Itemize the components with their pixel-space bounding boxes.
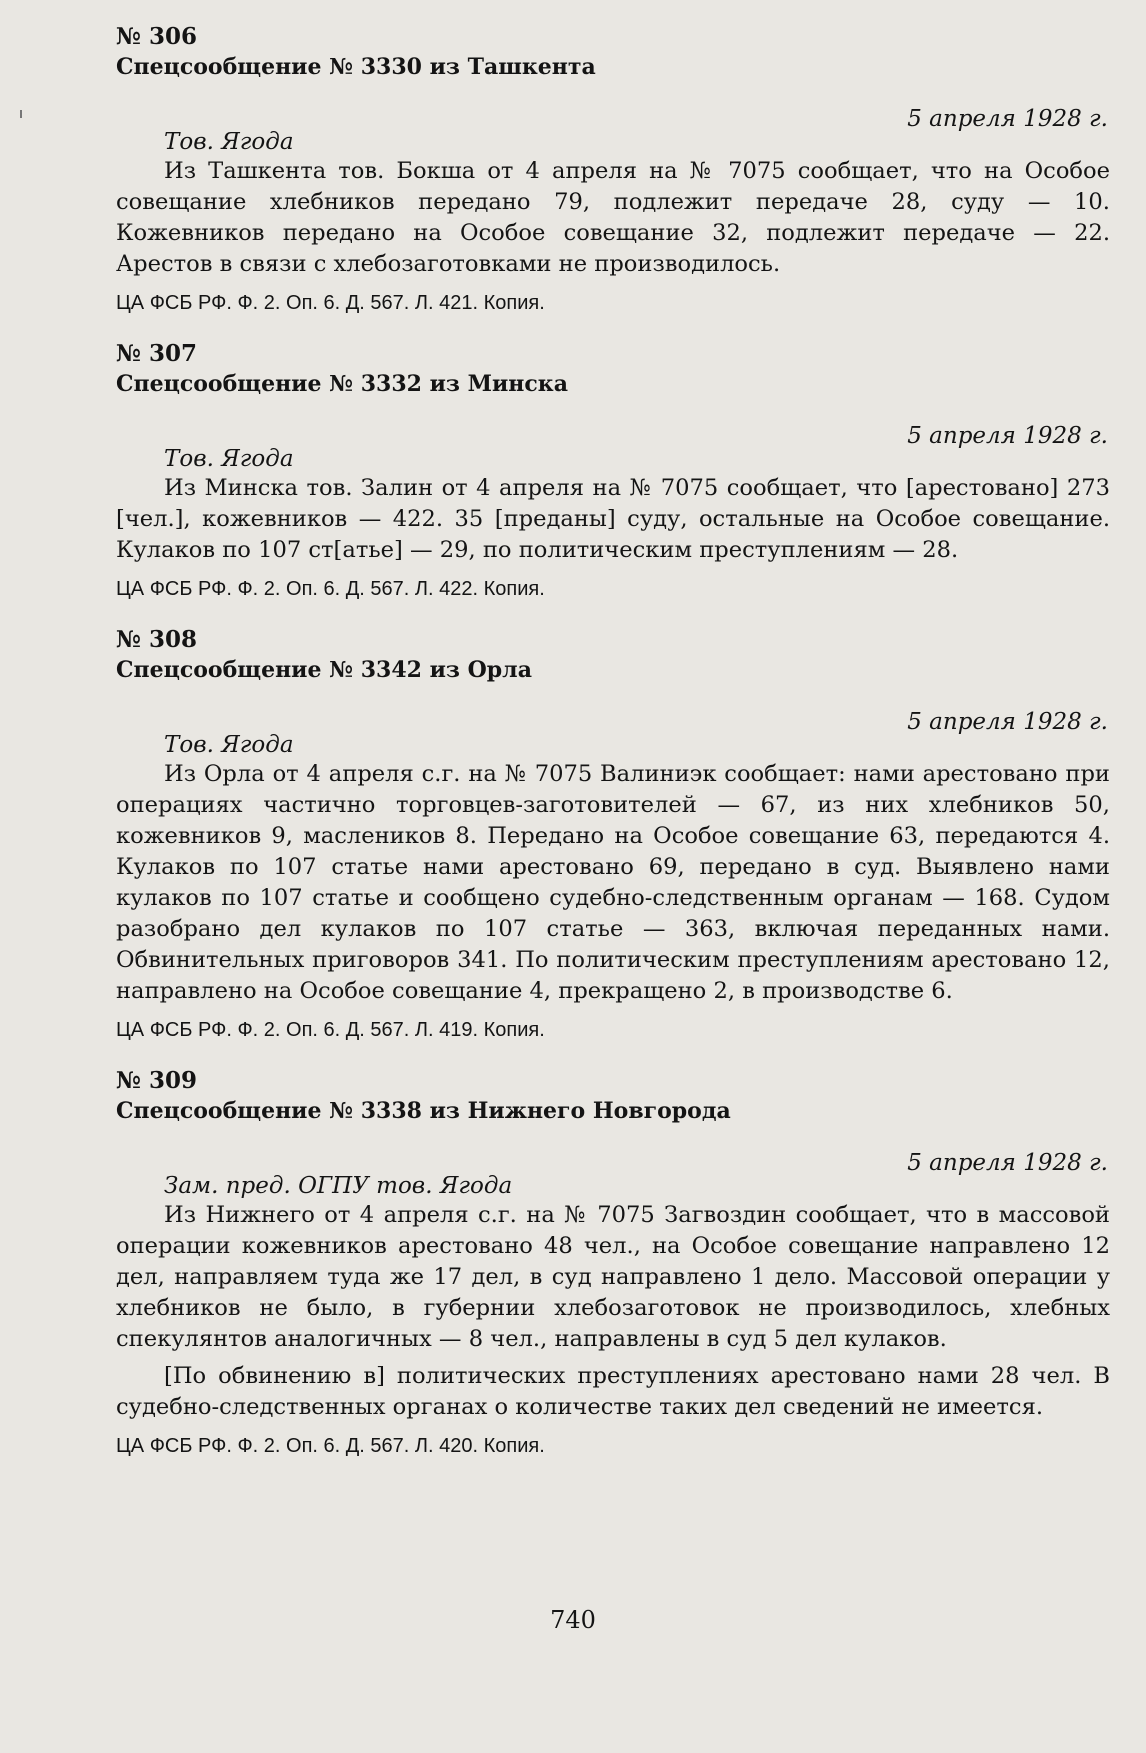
document-addressee: Зам. пред. ОГПУ тов. Ягода <box>164 1173 513 1199</box>
document-title: Спецсообщение № 3342 из Орла <box>116 657 532 683</box>
document-date: 5 апреля 1928 г. <box>907 1150 1108 1176</box>
document-date: 5 апреля 1928 г. <box>907 709 1108 735</box>
document-entry <box>116 625 1110 1044</box>
document-addressee: Тов. Ягода <box>164 732 294 758</box>
document-title: Спецсообщение № 3330 из Ташкента <box>116 54 596 80</box>
document-number: № 309 <box>116 1067 198 1094</box>
archive-source: ЦА ФСБ РФ. Ф. 2. Оп. 6. Д. 567. Л. 419. Копия. <box>116 1019 545 1041</box>
margin-mark <box>20 110 22 118</box>
document-addressee: Тов. Ягода <box>164 129 294 155</box>
document-addressee: Тов. Ягода <box>164 446 294 472</box>
document-paragraph: Из Минска тов. Залин от 4 апреля на № 7075 сообщает, что [арестовано] 273 [чел.], кожевников — 422. 35 [преданы] суду, остальные на Особое совещание. Кулаков по 107 ст[атье] — 29, по политическим преступлениям — 28. <box>116 475 1110 563</box>
document-paragraph: Из Орла от 4 апреля с.г. на № 7075 Валиниэк сообщает: нами арестовано при операциях частично торговцев-заготовителей — 67, из них хлебников 50, кожевников 9, маслеников 8. Передано на Особое совещание 63, передаются 4. Кулаков по 107 статье нами арестовано 69, передано в суд. Выявлено нами кулаков по 107 статье и сообщено судебно-следственным органам — 168. Судом разобрано дел кулаков по 107 статье — 363, включая переданных нами. Обвинительных приговоров 341. По политическим преступлениям арестовано 12, направлено на Особое совещание 4, прекращено 2, в производстве 6. <box>116 761 1110 1004</box>
document-paragraph: Из Ташкента тов. Бокша от 4 апреля на № 7075 сообщает, что на Особое совещание хлебников передано 79, подлежит передаче 28, суду — 10. Кожевников передано на Особое совещание 32, подлежит передаче — 22. Арестов в связи с хлебозаготовками не производилось. <box>116 158 1110 277</box>
document-paragraph: Из Нижнего от 4 апреля с.г. на № 7075 Загвоздин сообщает, что в массовой операции кожевников арестовано 48 чел., на Особое совещание направлено 12 дел, направляем туда же 17 дел, в суд направлено 1 дело. Массовой операции у хлебников не было, в губернии хлебозаготовок не производилось, хлебных спекулянтов аналогичных — 8 чел., направлены в суд 5 дел кулаков. <box>116 1202 1110 1352</box>
document-number: № 308 <box>116 626 198 653</box>
document-number: № 306 <box>116 23 198 50</box>
document-date: 5 апреля 1928 г. <box>907 423 1108 449</box>
document-entry <box>116 22 1110 317</box>
document-entry <box>116 1066 1110 1460</box>
archive-source: ЦА ФСБ РФ. Ф. 2. Оп. 6. Д. 567. Л. 422. Копия. <box>116 578 545 600</box>
document-title: Спецсообщение № 3332 из Минска <box>116 371 568 397</box>
archive-source: ЦА ФСБ РФ. Ф. 2. Оп. 6. Д. 567. Л. 421. Копия. <box>116 292 545 314</box>
document-title: Спецсообщение № 3338 из Нижнего Новгорода <box>116 1098 731 1124</box>
document-date: 5 апреля 1928 г. <box>907 106 1108 132</box>
page-number: 740 <box>550 1606 596 1634</box>
document-paragraph: [По обвинению в] политических преступлениях арестовано нами 28 чел. В судебно-следственных органах о количестве таких дел сведений не имеется. <box>116 1363 1110 1420</box>
document-body <box>116 22 1110 1482</box>
archive-source: ЦА ФСБ РФ. Ф. 2. Оп. 6. Д. 567. Л. 420. Копия. <box>116 1435 545 1457</box>
document-number: № 307 <box>116 340 198 367</box>
document-entry <box>116 339 1110 603</box>
